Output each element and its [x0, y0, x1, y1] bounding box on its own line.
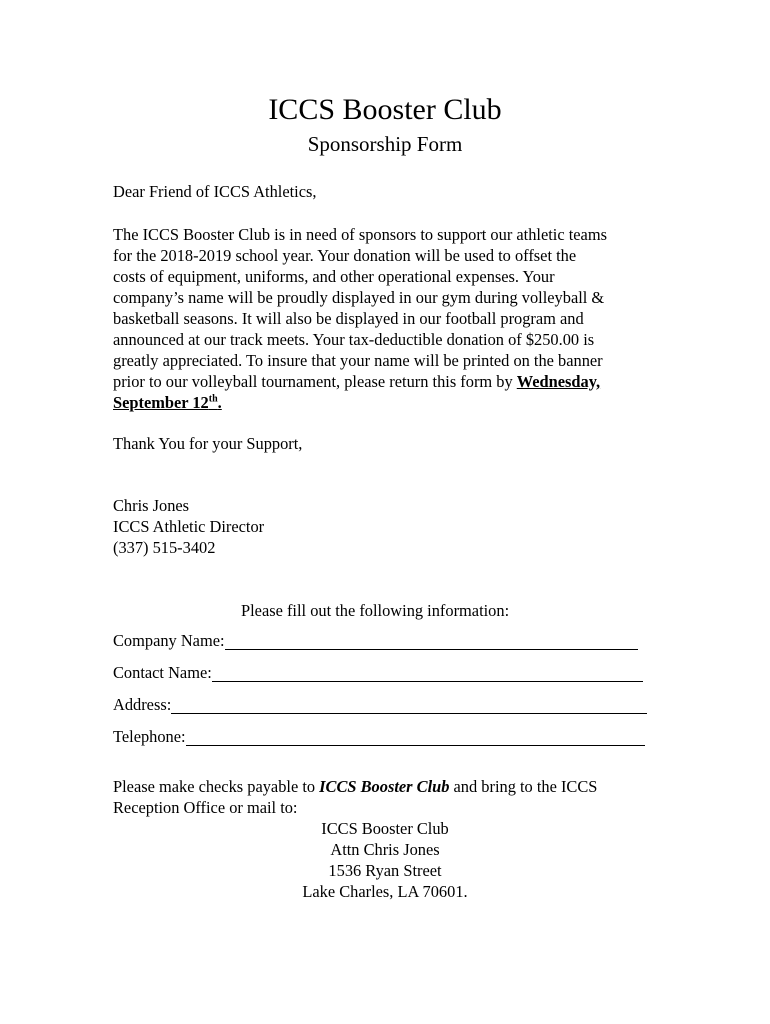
address-field[interactable] [171, 696, 647, 714]
payment-line-2: Reception Office or mail to: [113, 798, 298, 817]
form-instruction: Please fill out the following information: [241, 601, 510, 620]
payee-name: ICCS Booster Club [319, 777, 450, 796]
telephone-row [113, 726, 645, 748]
address-row [113, 694, 647, 716]
company-name-row [113, 630, 638, 652]
body-line: greatly appreciated. To insure that your name will be printed on the banner [113, 351, 603, 370]
body-line: The ICCS Booster Club is in need of sponsors to support our athletic teams [113, 225, 607, 244]
closing: Thank You for your Support, [113, 434, 303, 453]
telephone-field[interactable] [186, 728, 645, 746]
contact-name-row [113, 662, 643, 684]
form-subtitle: Sponsorship Form [307, 132, 463, 156]
body-line: announced at our track meets. Your tax-deductible donation of $250.00 is [113, 330, 595, 349]
signer-title: ICCS Athletic Director [113, 517, 265, 536]
telephone-label: Telephone: [113, 727, 186, 746]
company-name-label: Company Name: [113, 631, 225, 650]
contact-name-field[interactable] [212, 664, 643, 682]
signer-phone: (337) 515-3402 [113, 538, 216, 557]
body-line-deadline [113, 371, 658, 392]
deadline-lead: prior to our volleyball tournament, please return this form by [113, 372, 517, 391]
body-line-deadline-date [113, 392, 658, 413]
mailing-address-line: 1536 Ryan Street [328, 861, 442, 880]
company-name-field[interactable] [225, 632, 638, 650]
body-line: for the 2018-2019 school year. Your donation will be used to offset the [113, 246, 577, 265]
deadline-date: September 12th. [113, 393, 222, 412]
signer-name: Chris Jones [113, 496, 190, 515]
body-line: basketball seasons. It will also be displayed in our football program and [113, 309, 584, 328]
body-line: company’s name will be proudly displayed in our gym during volleyball & [113, 288, 605, 307]
letter-body [113, 224, 658, 413]
signature-block [113, 495, 658, 558]
contact-name-label: Contact Name: [113, 663, 212, 682]
deadline-day: Wednesday, [516, 372, 601, 391]
address-label: Address: [113, 695, 172, 714]
salutation: Dear Friend of ICCS Athletics, [113, 182, 317, 201]
mailing-address-line: ICCS Booster Club [321, 819, 449, 838]
form-title: ICCS Booster Club [268, 93, 502, 126]
body-line: costs of equipment, uniforms, and other operational expenses. Your [113, 267, 555, 286]
mailing-address-line: Attn Chris Jones [330, 840, 440, 859]
payment-instructions [113, 776, 658, 818]
deadline-date-suffix: th [208, 393, 218, 405]
payment-line-1: Please make checks payable to ICCS Booster Club and bring to the ICCS [113, 777, 598, 796]
mailing-address-line: Lake Charles, LA 70601. [302, 882, 468, 901]
